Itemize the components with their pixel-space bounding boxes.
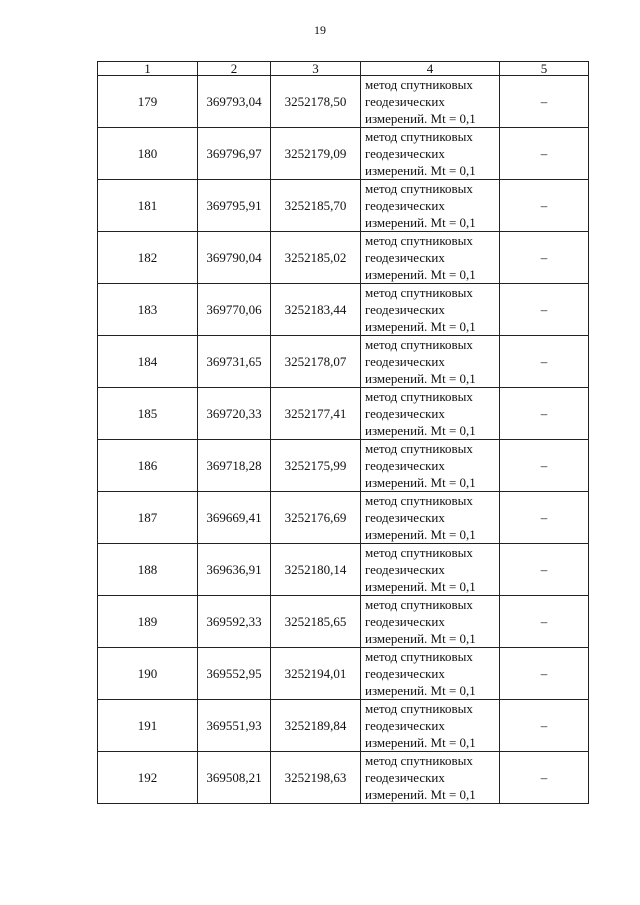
method-cell — [361, 544, 500, 596]
table-header — [98, 62, 589, 76]
method-line: геодезических — [365, 562, 445, 577]
note-cell: – — [500, 648, 589, 700]
x-coordinate-cell: 369718,28 — [198, 440, 271, 492]
method-line: геодезических — [365, 302, 445, 317]
method-line: метод спутниковых — [365, 701, 473, 716]
note-cell: – — [500, 492, 589, 544]
note-cell: – — [500, 544, 589, 596]
method-line: геодезических — [365, 770, 445, 785]
header-col-4: 4 — [361, 62, 500, 76]
method-line: геодезических — [365, 250, 445, 265]
method-line: геодезических — [365, 354, 445, 369]
y-coordinate-cell: 3252178,50 — [271, 76, 361, 128]
point-number-cell: 180 — [98, 128, 198, 180]
method-line: геодезических — [365, 94, 445, 109]
method-line: измерений. Mt = 0,1 — [365, 215, 476, 230]
method-cell — [361, 180, 500, 232]
table-row — [98, 232, 589, 284]
method-line: геодезических — [365, 614, 445, 629]
x-coordinate-cell: 369770,06 — [198, 284, 271, 336]
method-line: измерений. Mt = 0,1 — [365, 683, 476, 698]
method-cell — [361, 648, 500, 700]
point-number-cell: 189 — [98, 596, 198, 648]
note-cell: – — [500, 700, 589, 752]
table-body — [98, 76, 589, 804]
method-line: геодезических — [365, 666, 445, 681]
note-cell: – — [500, 440, 589, 492]
method-cell — [361, 336, 500, 388]
x-coordinate-cell: 369795,91 — [198, 180, 271, 232]
table-row — [98, 284, 589, 336]
method-line: измерений. Mt = 0,1 — [365, 371, 476, 386]
x-coordinate-cell: 369552,95 — [198, 648, 271, 700]
x-coordinate-cell: 369790,04 — [198, 232, 271, 284]
coordinates-table — [97, 61, 589, 804]
point-number-cell: 190 — [98, 648, 198, 700]
method-cell — [361, 284, 500, 336]
x-coordinate-cell: 369669,41 — [198, 492, 271, 544]
method-cell — [361, 388, 500, 440]
y-coordinate-cell: 3252189,84 — [271, 700, 361, 752]
x-coordinate-cell: 369592,33 — [198, 596, 271, 648]
method-line: измерений. Mt = 0,1 — [365, 787, 476, 802]
page-number: 19 — [314, 23, 326, 37]
method-cell — [361, 76, 500, 128]
table-row — [98, 336, 589, 388]
x-coordinate-cell: 369636,91 — [198, 544, 271, 596]
method-line: измерений. Mt = 0,1 — [365, 319, 476, 334]
method-line: метод спутниковых — [365, 545, 473, 560]
method-line: измерений. Mt = 0,1 — [365, 527, 476, 542]
method-line: метод спутниковых — [365, 389, 473, 404]
table-row — [98, 648, 589, 700]
point-number-cell: 187 — [98, 492, 198, 544]
header-col-3: 3 — [271, 62, 361, 76]
table-row — [98, 544, 589, 596]
y-coordinate-cell: 3252175,99 — [271, 440, 361, 492]
point-number-cell: 181 — [98, 180, 198, 232]
method-line: метод спутниковых — [365, 285, 473, 300]
method-line: метод спутниковых — [365, 129, 473, 144]
header-col-2: 2 — [198, 62, 271, 76]
method-line: метод спутниковых — [365, 597, 473, 612]
method-line: метод спутниковых — [365, 649, 473, 664]
x-coordinate-cell: 369508,21 — [198, 752, 271, 804]
method-line: метод спутниковых — [365, 337, 473, 352]
point-number-cell: 183 — [98, 284, 198, 336]
method-line: геодезических — [365, 198, 445, 213]
method-line: измерений. Mt = 0,1 — [365, 735, 476, 750]
y-coordinate-cell: 3252177,41 — [271, 388, 361, 440]
table-row — [98, 180, 589, 232]
method-line: метод спутниковых — [365, 441, 473, 456]
method-line: измерений. Mt = 0,1 — [365, 111, 476, 126]
note-cell: – — [500, 336, 589, 388]
note-cell: – — [500, 180, 589, 232]
method-line: измерений. Mt = 0,1 — [365, 579, 476, 594]
y-coordinate-cell: 3252176,69 — [271, 492, 361, 544]
method-cell — [361, 492, 500, 544]
method-cell — [361, 232, 500, 284]
method-line: геодезических — [365, 458, 445, 473]
method-line: метод спутниковых — [365, 493, 473, 508]
header-col-1: 1 — [98, 62, 198, 76]
method-line: измерений. Mt = 0,1 — [365, 163, 476, 178]
method-line: геодезических — [365, 718, 445, 733]
note-cell: – — [500, 128, 589, 180]
y-coordinate-cell: 3252194,01 — [271, 648, 361, 700]
method-cell — [361, 596, 500, 648]
note-cell: – — [500, 232, 589, 284]
note-cell: – — [500, 284, 589, 336]
y-coordinate-cell: 3252185,70 — [271, 180, 361, 232]
x-coordinate-cell: 369551,93 — [198, 700, 271, 752]
method-line: метод спутниковых — [365, 753, 473, 768]
y-coordinate-cell: 3252183,44 — [271, 284, 361, 336]
table-row — [98, 76, 589, 128]
method-line: измерений. Mt = 0,1 — [365, 267, 476, 282]
point-number-cell: 186 — [98, 440, 198, 492]
y-coordinate-cell: 3252185,02 — [271, 232, 361, 284]
method-line: геодезических — [365, 406, 445, 421]
point-number-cell: 179 — [98, 76, 198, 128]
method-line: метод спутниковых — [365, 77, 473, 92]
method-line: геодезических — [365, 146, 445, 161]
method-cell — [361, 752, 500, 804]
point-number-cell: 185 — [98, 388, 198, 440]
y-coordinate-cell: 3252198,63 — [271, 752, 361, 804]
header-row — [98, 62, 589, 76]
y-coordinate-cell: 3252185,65 — [271, 596, 361, 648]
table-row — [98, 440, 589, 492]
table-row — [98, 752, 589, 804]
table-row — [98, 128, 589, 180]
method-line: метод спутниковых — [365, 181, 473, 196]
table-row — [98, 596, 589, 648]
y-coordinate-cell: 3252178,07 — [271, 336, 361, 388]
point-number-cell: 192 — [98, 752, 198, 804]
y-coordinate-cell: 3252180,14 — [271, 544, 361, 596]
header-col-5: 5 — [500, 62, 589, 76]
x-coordinate-cell: 369796,97 — [198, 128, 271, 180]
table-row — [98, 492, 589, 544]
table-row — [98, 388, 589, 440]
x-coordinate-cell: 369793,04 — [198, 76, 271, 128]
point-number-cell: 188 — [98, 544, 198, 596]
method-cell — [361, 440, 500, 492]
note-cell: – — [500, 596, 589, 648]
x-coordinate-cell: 369720,33 — [198, 388, 271, 440]
method-line: измерений. Mt = 0,1 — [365, 423, 476, 438]
method-cell — [361, 700, 500, 752]
table-row — [98, 700, 589, 752]
point-number-cell: 182 — [98, 232, 198, 284]
method-line: измерений. Mt = 0,1 — [365, 631, 476, 646]
note-cell: – — [500, 752, 589, 804]
method-line: измерений. Mt = 0,1 — [365, 475, 476, 490]
method-cell — [361, 128, 500, 180]
y-coordinate-cell: 3252179,09 — [271, 128, 361, 180]
note-cell: – — [500, 388, 589, 440]
point-number-cell: 191 — [98, 700, 198, 752]
method-line: геодезических — [365, 510, 445, 525]
method-line: метод спутниковых — [365, 233, 473, 248]
note-cell: – — [500, 76, 589, 128]
point-number-cell: 184 — [98, 336, 198, 388]
x-coordinate-cell: 369731,65 — [198, 336, 271, 388]
